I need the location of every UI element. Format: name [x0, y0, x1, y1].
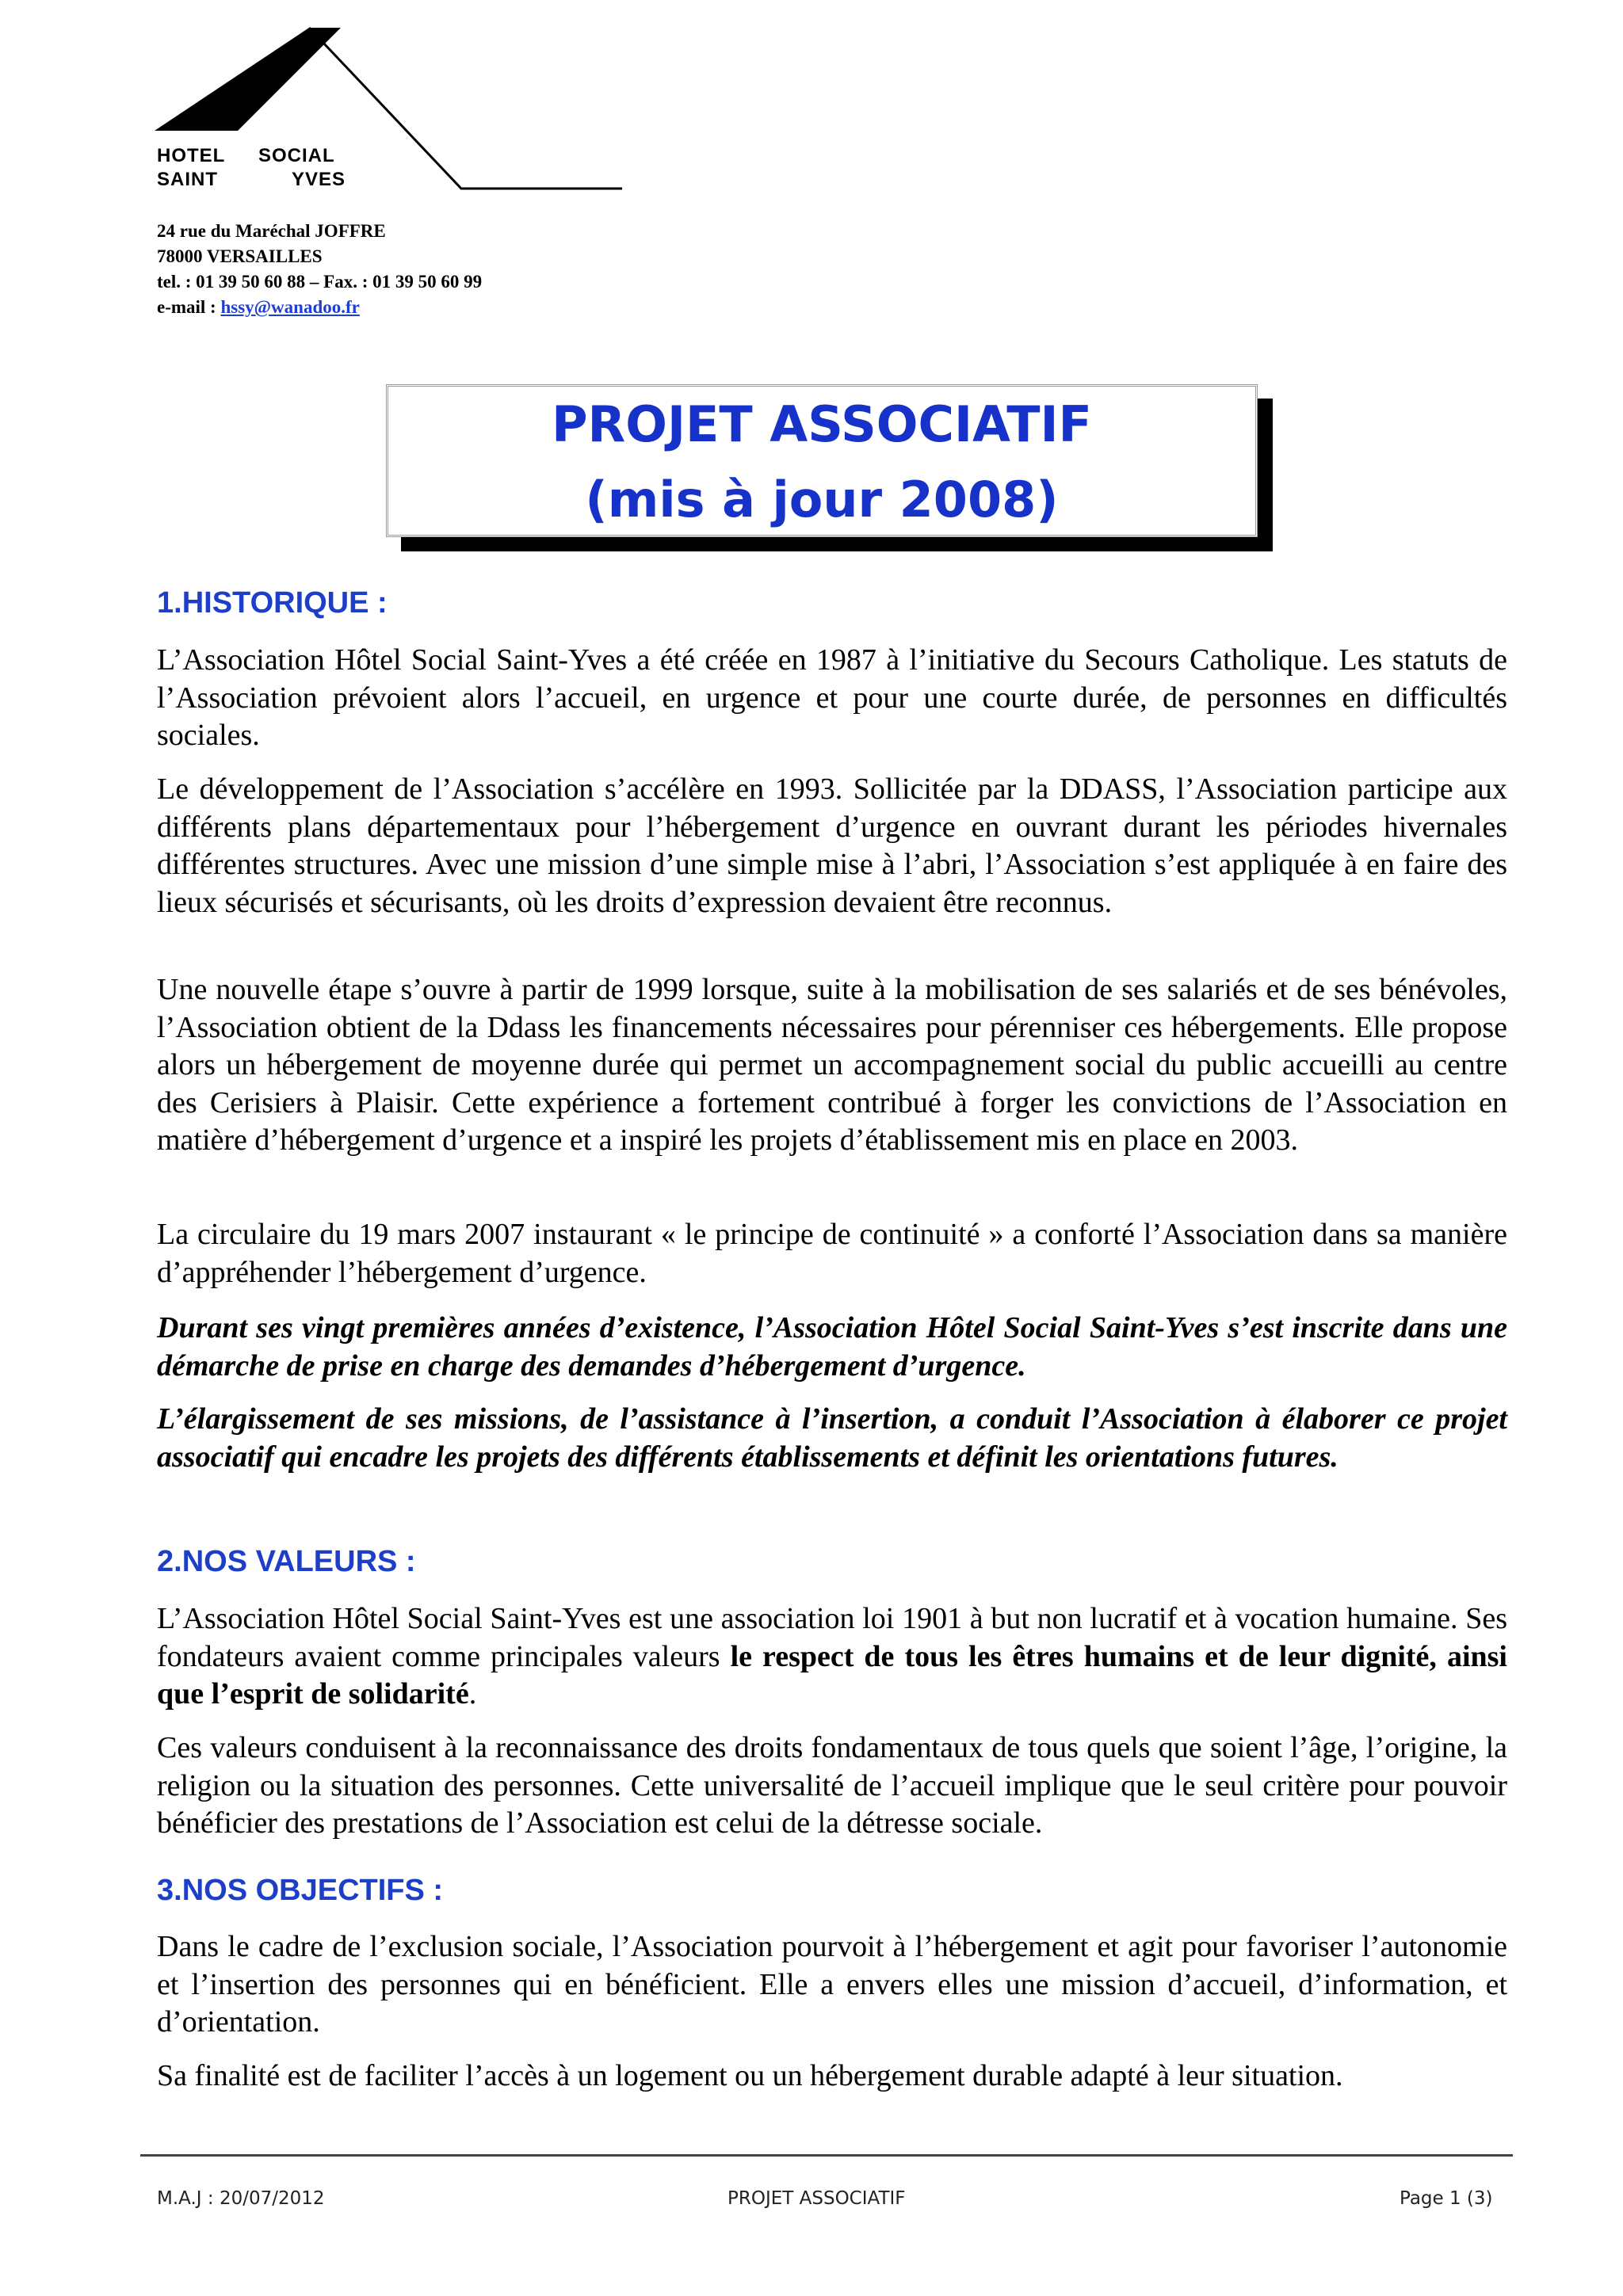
footer-page-number: Page 1 (3)	[1400, 2188, 1493, 2209]
paragraph: Ces valeurs conduisent à la reconnaissance des droits fondamentaux de tous quels que soient l’âge, l’origine, la religion ou la situation des personnes. Cette universalité de l’accueil implique que le seul critère pour pouvoir bénéficier des prestations de l’Association est celui de la détresse sociale.	[157, 1731, 1507, 1840]
logo-text-line2	[157, 169, 346, 191]
emphasis-paragraph: L’élargissement de ses missions, de l’assistance à l’insertion, a conduit l’Association à élaborer ce projet associatif qui encadre les projets des différents établissements et définit les orientations futures.	[157, 1402, 1507, 1474]
logo-word-yves: YVES	[292, 169, 346, 190]
paragraph: Le développement de l’Association s’accélère en 1993. Sollicitée par la DDASS, l’Association participe aux différents plans départementaux pour l’hébergement d’urgence en ouvrant durant les périodes hivernales différentes structures. Avec une mission d’une simple mise à l’abri, l’Association s’est appliquée à en faire des lieux sécurisés et sécurisants, où les droits d’expression devaient être reconnus.	[157, 772, 1507, 919]
address-city: 78000 VERSAILLES	[157, 246, 323, 266]
address-email-line	[157, 295, 482, 320]
paragraph: L’Association Hôtel Social Saint-Yves a été créée en 1987 à l’initiative du Secours Catholique. Les statuts de l’Association prévoient alors l’accueil, en urgence et pour une courte durée, de personnes en difficultés sociales.	[157, 643, 1507, 752]
logo-roof-shape	[155, 28, 341, 131]
document-title: PROJET ASSOCIATIF	[552, 395, 1092, 453]
footer-update-date: M.A.J : 20/07/2012	[157, 2188, 325, 2209]
paragraph: Sa finalité est de faciliter l’accès à un logement ou un hébergement durable adapté à leur situation.	[157, 2059, 1343, 2092]
logo-word-saint: SAINT	[157, 169, 218, 190]
bold-values-text: le respect de tous les êtres humains et de leur dignité, ainsi que l’esprit de solidarité	[157, 1639, 1507, 1711]
email-link[interactable]: hssy@wanadoo.fr	[220, 297, 360, 317]
logo-word-hotel: HOTEL	[157, 145, 226, 166]
logo-text-line1	[157, 145, 335, 167]
paragraph: Dans le cadre de l’exclusion sociale, l’Association pourvoit à l’hébergement et agit pour favoriser l’autonomie et l’insertion des personnes qui en bénéficient. Elle a envers elles une mission d’accueil, d’information, et d’orientation.	[157, 1930, 1507, 2039]
paragraph-text: L’Association Hôtel Social Saint-Yves est une association loi 1901 à but non lucratif et à vocation humaine. Ses fondateurs avaient comme principales valeurs	[157, 1602, 1507, 1673]
section-heading-historique: 1.HISTORIQUE :	[157, 586, 388, 620]
emphasis-paragraph: Durant ses vingt premières années d’existence, l’Association Hôtel Social Saint-Yves s’est inscrite dans une démarche de prise en charge des demandes d’hébergement d’urgence.	[157, 1311, 1507, 1383]
title-box	[386, 384, 1258, 537]
paragraph: La circulaire du 19 mars 2007 instaurant « le principe de continuité » a conforté l’Association dans sa manière d’appréhender l’hébergement d’urgence.	[157, 1218, 1507, 1289]
email-label: e-mail :	[157, 297, 221, 317]
address-block	[157, 219, 482, 320]
logo-roof-line	[309, 28, 622, 189]
paragraph-end: .	[468, 1677, 477, 1711]
address-phone-fax: tel. : 01 39 50 60 88 – Fax. : 01 39 50 60 99	[157, 272, 483, 292]
section-heading-valeurs: 2.NOS VALEURS :	[157, 1545, 416, 1578]
address-street: 24 rue du Maréchal JOFFRE	[157, 221, 386, 241]
document-subtitle: (mis à jour 2008)	[585, 471, 1059, 528]
footer-divider	[140, 2154, 1513, 2157]
logo-word-social: SOCIAL	[258, 145, 335, 166]
paragraph	[157, 1600, 1507, 1714]
paragraph: Une nouvelle étape s’ouvre à partir de 1999 lorsque, suite à la mobilisation de ses salariés et de ses bénévoles, l’Association obtient de la Ddass les financements nécessaires pour pérenniser ces hébergements. Elle propose alors un hébergement de moyenne durée qui permet un accompagnement social du public accueilli au centre des Cerisiers à Plaisir. Cette expérience a fortement contribué à forger les convictions de l’Association en matière d’hébergement d’urgence et a inspiré les projets d’établissement mis en place en 2003.	[157, 973, 1507, 1157]
footer-document-name: PROJET ASSOCIATIF	[727, 2188, 906, 2209]
section-heading-objectifs: 3.NOS OBJECTIFS :	[157, 1874, 444, 1907]
